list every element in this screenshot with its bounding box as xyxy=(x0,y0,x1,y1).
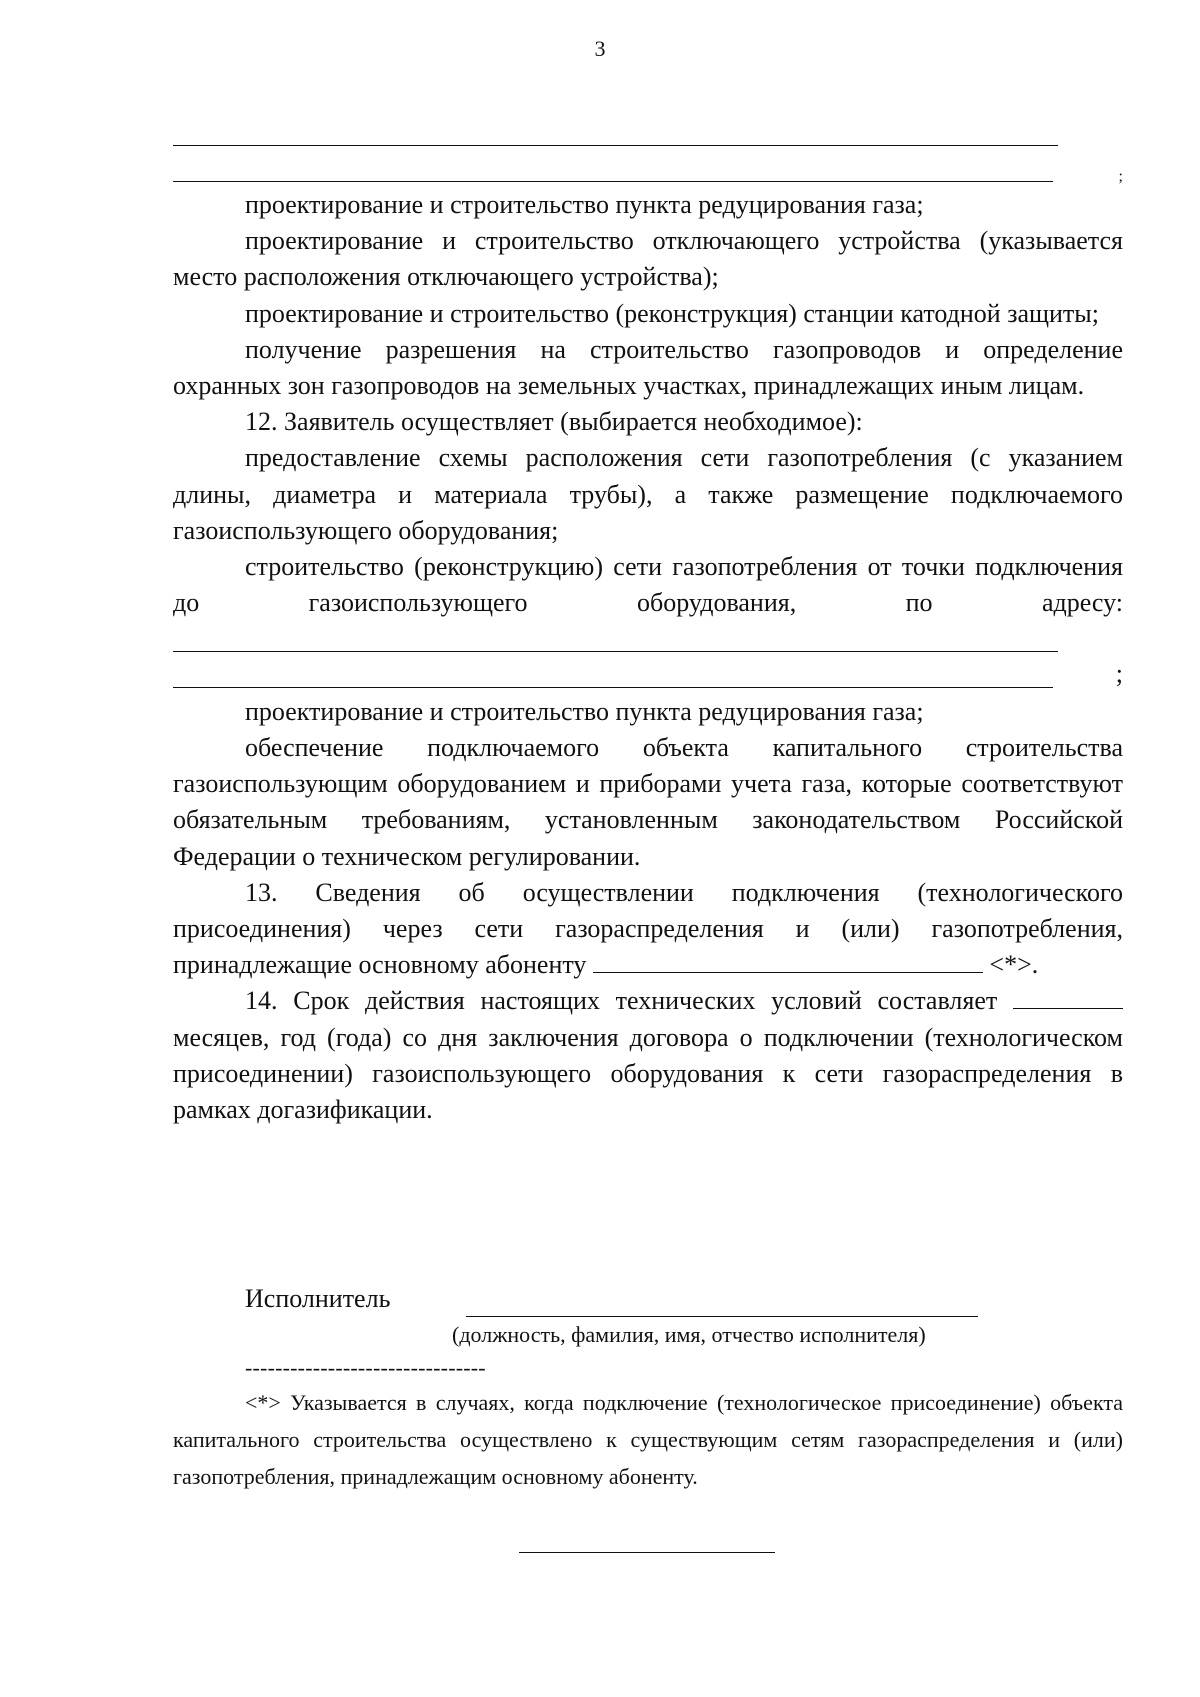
blank-line xyxy=(1013,1007,1123,1009)
paragraph: проектирование и строительство пункта редуцирования газа; xyxy=(245,190,924,219)
paragraph: 12. Заявитель осуществляет (выбирается необходимое): xyxy=(245,407,863,437)
footnote-text: <*> Указывается в случаях, когда подключение (технологическое присоединение) объекта капитального строительства осуществлено к существующим сетям газораспределения и (или) газопотребления, принадлежащим основному абоненту. xyxy=(173,1390,1123,1489)
blank-line xyxy=(173,621,1123,657)
signature-line xyxy=(466,1316,978,1317)
blank-line xyxy=(173,152,1123,188)
address-blank-top xyxy=(173,116,1123,188)
paragraph: проектирование и строительство отключающего устройства (указывается место расположения отключающего устройства); xyxy=(173,226,1123,292)
signature-label: Исполнитель xyxy=(245,1284,391,1313)
paragraph-text: 13. Сведения об осуществлении подключения (технологического присоединения) через сети газораспределения и (или) газопотребления, принадлежащие основному абоненту xyxy=(173,877,1123,980)
semicolon: ; xyxy=(1115,658,1123,688)
end-line xyxy=(519,1552,775,1553)
page-number: 3 xyxy=(594,36,606,61)
paragraph: обеспечение подключаемого объекта капитального строительства газоиспользующим оборудованием и приборами учета газа, которые соответствуют обязательным требованиям, установленным законодательством Российской Федерации о техническом регулировании. xyxy=(173,733,1123,871)
blank-line xyxy=(593,971,983,973)
paragraph-text: 14. Срок действия настоящих технических условий составляет xyxy=(245,986,998,1016)
footnote xyxy=(173,1384,1123,1495)
paragraph: проектирование и строительство пункта редуцирования газа; xyxy=(245,696,924,726)
blank-line xyxy=(173,116,1123,152)
paragraph xyxy=(173,983,1123,1019)
document-body xyxy=(173,187,1123,1128)
paragraph xyxy=(173,875,1123,984)
blank-line xyxy=(173,658,1123,694)
paragraph: проектирование и строительство (реконструкция) станции катодной защиты; xyxy=(245,298,1099,328)
paragraph: получение разрешения на строительство газопроводов и определение охранных зон газопроводов на земельных участках, принадлежащих иным лицам. xyxy=(173,334,1123,401)
semicolon: ; xyxy=(1118,168,1123,186)
signature-caption: (должность, фамилия, имя, отчество исполнителя) xyxy=(452,1322,926,1347)
paragraph: месяцев, год (года) со дня заключения договора о подключении (технологическом присоединении) газоиспользующего оборудования к сети газораспределения в рамках догазификации. xyxy=(173,1022,1123,1125)
footnote-ref: <*>. xyxy=(989,950,1039,980)
paragraph: строительство (реконструкцию) сети газопотребления от точки подключения до газоиспользующего оборудования, по адресу: xyxy=(173,552,1123,618)
paragraph: предоставление схемы расположения сети газопотребления (с указанием длины, диаметра и материала трубы), а также размещение подключаемого газоиспользующего оборудования; xyxy=(173,443,1123,545)
footnote-separator: -------------------------------- xyxy=(245,1355,486,1380)
